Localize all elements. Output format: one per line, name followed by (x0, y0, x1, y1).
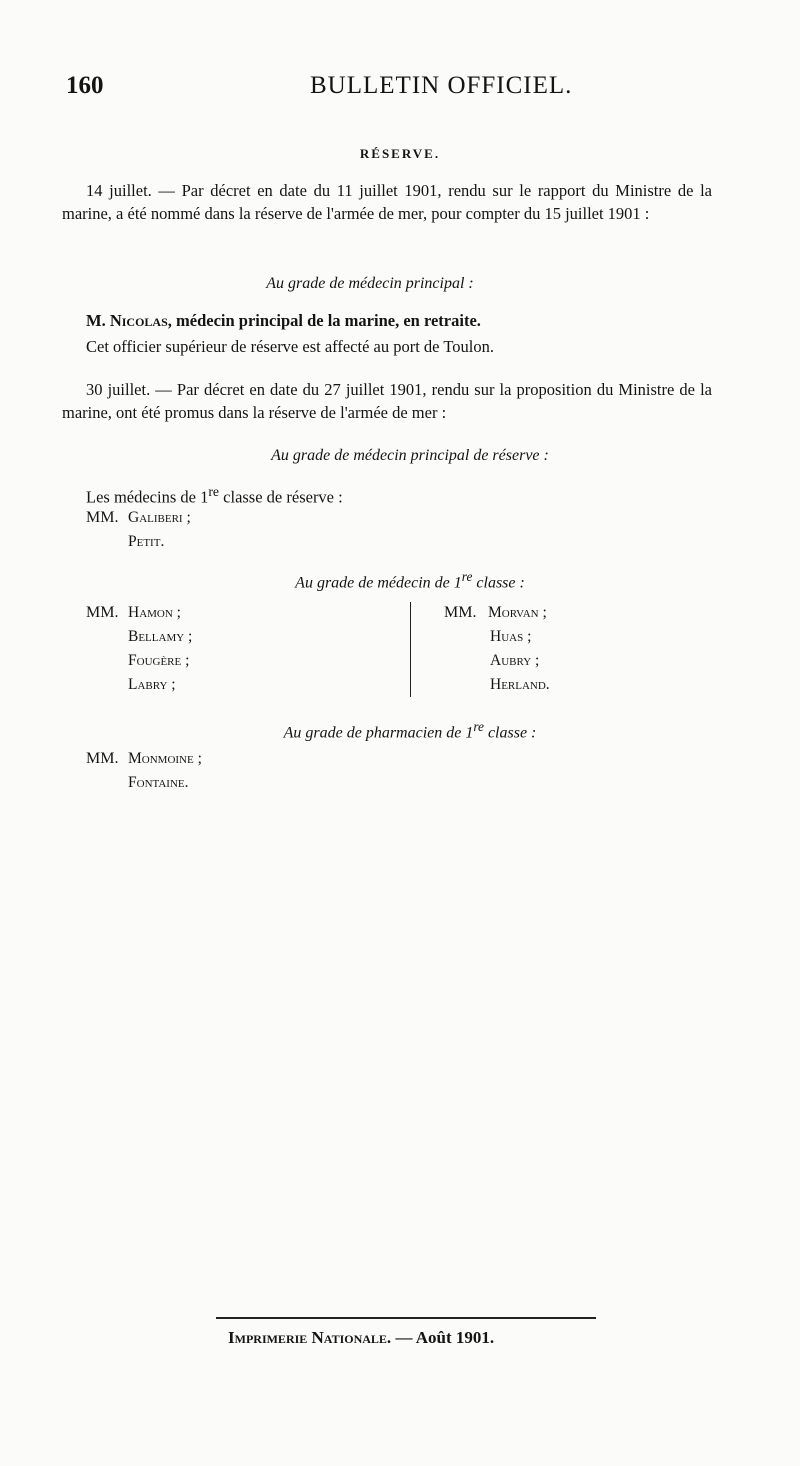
person-name: Nicolas (109, 311, 168, 330)
appointment-detail: , médecin principal de la marine, en retraite. (167, 311, 481, 330)
column-divider (410, 602, 411, 697)
appointment-nicolas (86, 311, 481, 331)
page-number: 160 (66, 72, 104, 99)
superscript: re (461, 569, 473, 584)
medecins-text: Les médecins de 1 (86, 487, 209, 507)
person-name: Herland. (490, 676, 550, 693)
section-title: RÉSERVE. (359, 146, 441, 161)
grade-text: Au grade de médecin de 1 (295, 574, 462, 592)
person-name: Petit. (128, 533, 165, 550)
grade-heading-medecin-principal: Au grade de médecin principal : (266, 275, 474, 292)
footer-rule (216, 1317, 596, 1319)
grade-rest: classe : (483, 724, 537, 742)
grade-text: Au grade de pharmacien de 1 (283, 724, 474, 742)
mm-prefix: MM. (86, 604, 119, 621)
medecins-line (86, 484, 343, 508)
person-name: Bellamy ; (128, 628, 193, 645)
running-title: BULLETIN OFFICIEL. (310, 72, 573, 99)
medecins-rest: classe de réserve : (219, 487, 343, 507)
person-name: Monmoine ; (128, 750, 202, 767)
superscript: re (208, 484, 220, 499)
grade-heading-medecin-1re-classe (10, 569, 800, 592)
person-name: Hamon ; (128, 604, 181, 621)
person-name: Morvan ; (488, 604, 547, 621)
imprint-footer (228, 1328, 494, 1348)
title-prefix: M. (86, 311, 110, 330)
mm-prefix: MM. (86, 509, 119, 526)
assignment-line: Cet officier supérieur de réserve est affecté au port de Toulon. (86, 337, 494, 356)
print-date: Août 1901. (415, 1328, 495, 1347)
person-name: Aubry ; (490, 652, 540, 669)
person-name: Fontaine. (128, 774, 189, 791)
footer-dash: — (391, 1328, 416, 1347)
person-name: Galiberi ; (128, 509, 191, 526)
printer-name: Imprimerie Nationale. (228, 1328, 392, 1347)
page-header (0, 72, 800, 108)
decree-paragraph-2: 30 juillet. — Par décret en date du 27 juillet 1901, rendu sur la proposition du Ministre de la marine, ont été promus dans la réserve de l'armée de mer : (62, 380, 712, 422)
grade-heading-pharmacien (10, 719, 800, 742)
person-name: Huas ; (490, 628, 532, 645)
mm-prefix: MM. (444, 604, 477, 621)
grade-rest: classe : (472, 574, 525, 592)
person-name: Labry ; (128, 676, 176, 693)
person-name: Fougère ; (128, 652, 190, 669)
decree-paragraph-1: 14 juillet. — Par décret en date du 11 juillet 1901, rendu sur le rapport du Ministre de la marine, a été nommé dans la réserve de l'armée de mer, pour compter du 15 juillet 1901 : (62, 181, 712, 223)
grade-heading-principal-reserve: Au grade de médecin principal de réserve : (271, 447, 549, 464)
superscript: re (473, 719, 484, 734)
mm-prefix: MM. (86, 750, 119, 767)
